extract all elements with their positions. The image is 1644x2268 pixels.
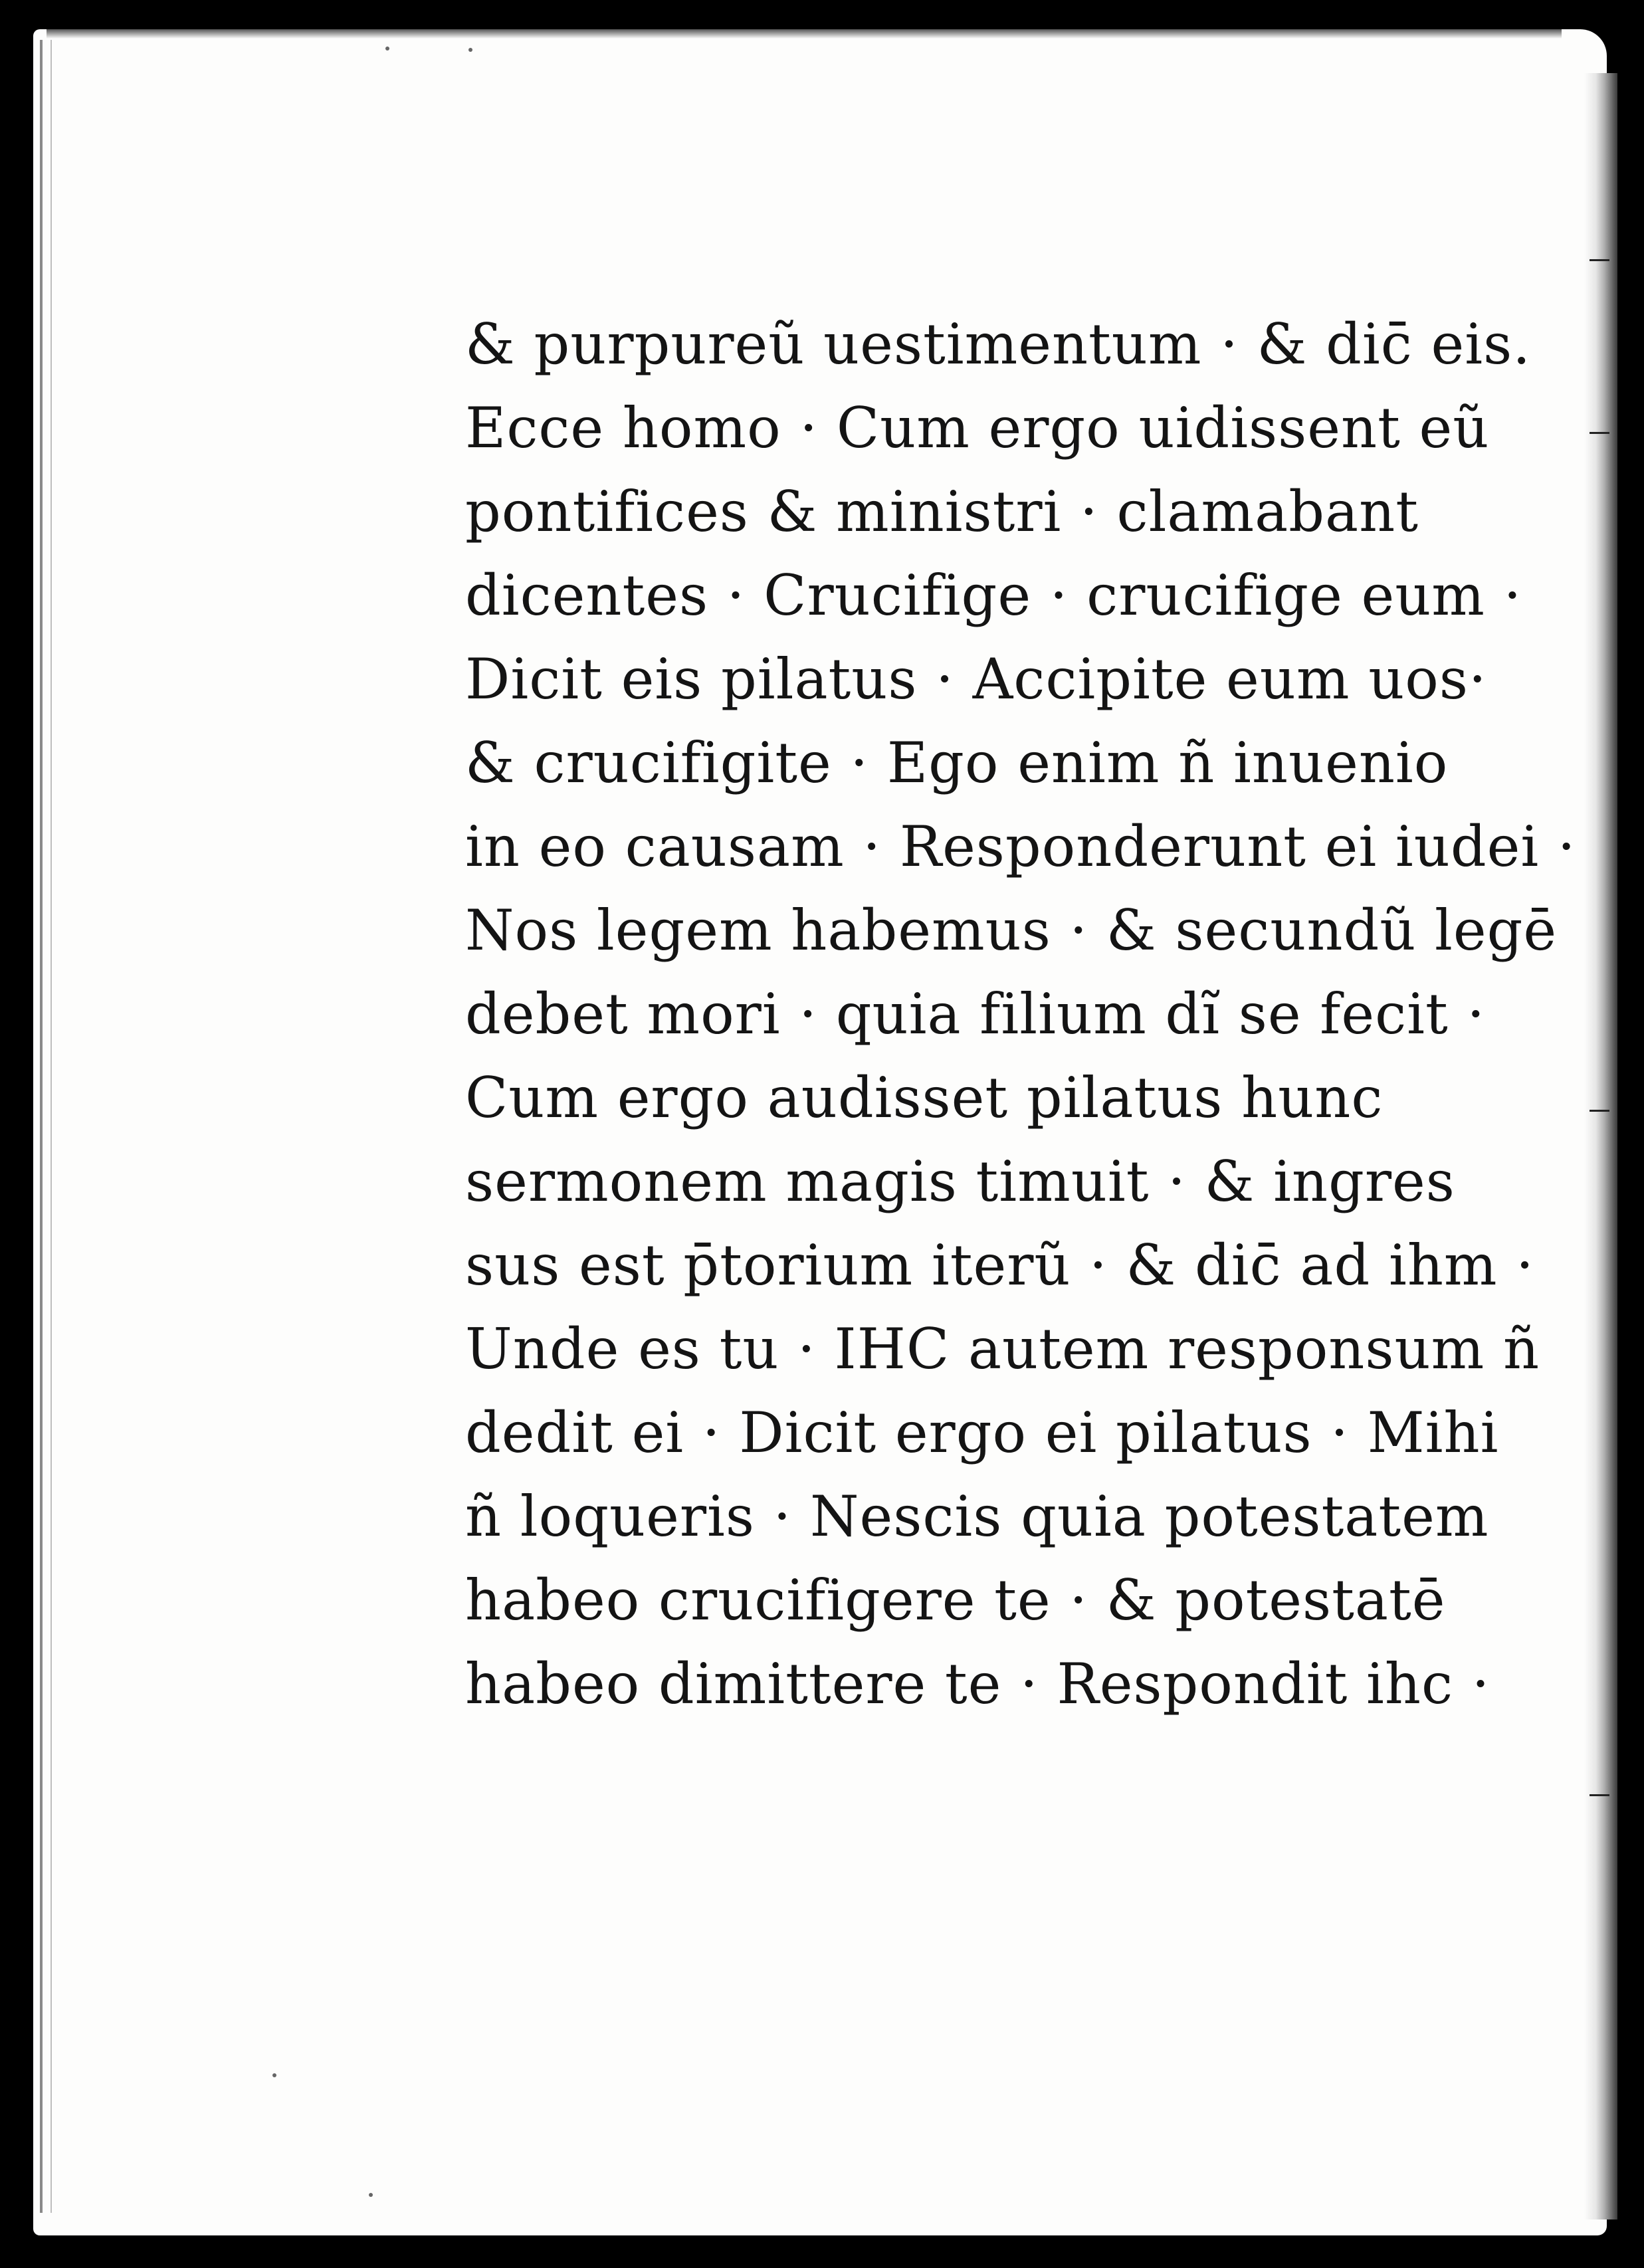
manuscript-line: Cum ergo audisset pilatus hunc <box>465 1065 1384 1130</box>
manuscript-line: debet mori · quia filium dĩ se fecit · <box>465 981 1486 1047</box>
manuscript-line: in eo causam · Responderunt ei iudei · <box>465 814 1576 879</box>
gutter-edge <box>40 40 43 2213</box>
fore-edge-mark <box>1590 1794 1609 1796</box>
fore-edge-mark <box>1590 432 1609 434</box>
manuscript-line: dicentes · Crucifige · crucifige eum · <box>465 563 1522 628</box>
ink-speck <box>468 48 472 52</box>
fore-edge <box>1584 73 1617 2219</box>
manuscript-line: Unde es tu · IHC autem responsum ñ <box>465 1316 1540 1382</box>
manuscript-line: & purpureũ uestimentum · & dic̄ eis. <box>465 312 1531 377</box>
manuscript-line: dedit ei · Dicit ergo ei pilatus · Mihi <box>465 1400 1499 1465</box>
gutter-edge-inner <box>51 40 52 2213</box>
ink-speck <box>369 2193 373 2197</box>
ink-speck <box>385 47 389 51</box>
manuscript-text-block <box>465 302 1576 1726</box>
fore-edge-mark <box>1590 1110 1609 1112</box>
page-top-shadow <box>47 29 1562 39</box>
manuscript-line: sus est p̄torium iterũ · & dic̄ ad ihm · <box>465 1233 1534 1298</box>
manuscript-line: habeo crucifigere te · & potestatē <box>465 1568 1446 1633</box>
fore-edge-mark <box>1590 259 1609 261</box>
manuscript-line: Ecce homo · Cum ergo uidissent eũ <box>465 395 1490 461</box>
manuscript-line: sermonem magis timuit · & ingres <box>465 1149 1455 1214</box>
manuscript-line: Dicit eis pilatus · Accipite eum uos· <box>465 647 1487 712</box>
manuscript-line: Nos legem habemus · & secundũ legē <box>465 898 1558 963</box>
manuscript-line: habeo dimittere te · Respondit ihc · <box>465 1651 1490 1716</box>
manuscript-line: & crucifigite · Ego enim ñ inuenio <box>465 730 1449 795</box>
manuscript-line: ñ loqueris · Nescis quia potestatem <box>465 1484 1489 1549</box>
ink-speck <box>272 2073 276 2077</box>
manuscript-line: pontifices & ministri · clamabant <box>465 479 1419 544</box>
